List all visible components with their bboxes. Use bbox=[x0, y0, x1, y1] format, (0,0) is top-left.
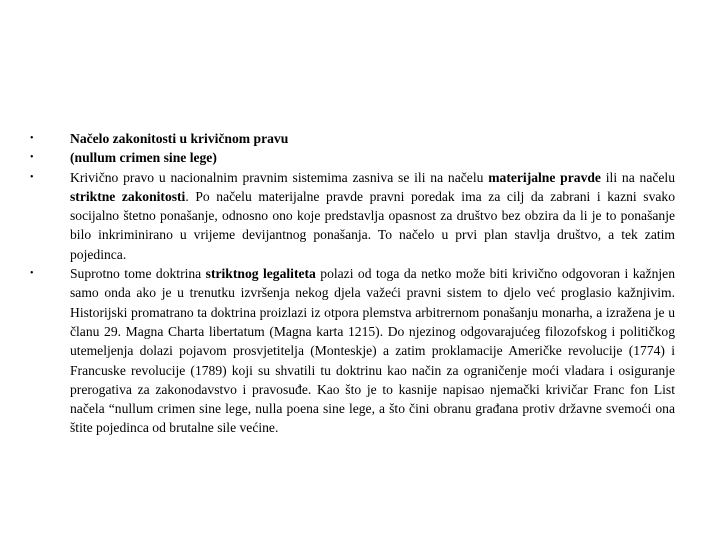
slide-subtitle: (nullum crimen sine lege) bbox=[70, 150, 217, 166]
text-run: Suprotno tome doktrina bbox=[70, 266, 206, 282]
emphasis-material-justice: materijalne pravde bbox=[488, 169, 601, 185]
bullet-icon: • bbox=[30, 171, 34, 183]
bullet-item-subtitle bbox=[30, 148, 675, 167]
bullet-item-strict-legality bbox=[30, 264, 675, 438]
emphasis-strict-legality-doctrine: striktnog legaliteta bbox=[205, 266, 316, 282]
paragraph-material-justice bbox=[70, 168, 675, 264]
text-run: ili na načelu bbox=[600, 169, 675, 185]
bullet-item-title bbox=[30, 129, 675, 148]
bullet-icon: • bbox=[30, 268, 34, 280]
paragraph-strict-legality bbox=[70, 264, 675, 438]
bullet-item-material-justice bbox=[30, 168, 675, 264]
bullet-list bbox=[30, 129, 675, 438]
text-run: . Po načelu materijalne pravde pravni poredak ima za cilj da zabrani i kazni svako socijalno štetno ponašanje, odnosno ono koje predstavlja opasnost za društvo bez obzira da li je to ponašanje bilo inkriminirano u vrijeme devijantnog ponašanja. To načelo u prvi plan stavlja društvo, a tek zatim pojedinca. bbox=[70, 188, 675, 262]
emphasis-strict-legality: striktne zakonitosti bbox=[70, 188, 186, 204]
bullet-icon: • bbox=[30, 133, 34, 144]
text-run: polazi od toga da netko može biti krivično odgovoran i kažnjen samo onda ako je u trenutku izvršenja nekog djela važeći pravni sistem to djelo već proglasio kažnjivim. Historijski promatrano ta doktrina proizlazi iz otpora plemstva arbitrernom ponašanju monarha, a izražena je u članu 29. Magna Charta libertatum (Magna karta 1215). Do njezinog odgovarajućeg filozofskog i političkog utemeljenja dolazi pojavom prosvjetitelja (Monteskje) a zatim proklamacije Američke revolucije (1774) i Francuske revolucije (1789) koji su shvatili tu doktrinu kao način za ograničenje moći vladara i osiguranje prerogativa za zakonodavstvo i pravosuđe. Kao što je to kasnije napisao njemački krivičar Franc fon List načela “nullum crimen sine lege, nulla poena sine lege, a što čini obranu građana protiv državne svemoći ona štite pojedinca od brutalne sile većine. bbox=[70, 266, 675, 436]
text-run: Krivično pravo u nacionalnim pravnim sistemima zasniva se ili na načelu bbox=[70, 169, 489, 185]
bullet-icon: • bbox=[30, 152, 34, 164]
slide-title: Načelo zakonitosti u krivičnom pravu bbox=[70, 131, 289, 146]
